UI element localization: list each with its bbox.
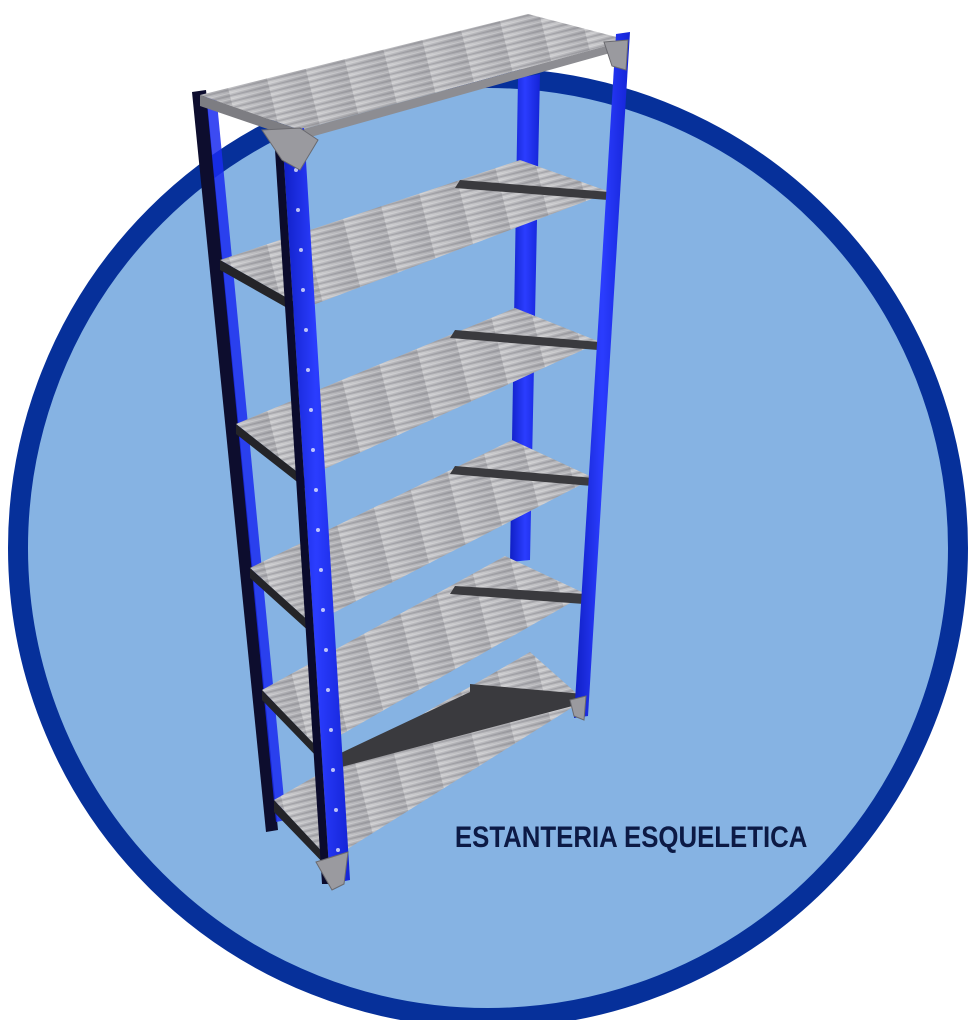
caption-text: ESTANTERIA ESQUELETICA — [454, 820, 808, 854]
